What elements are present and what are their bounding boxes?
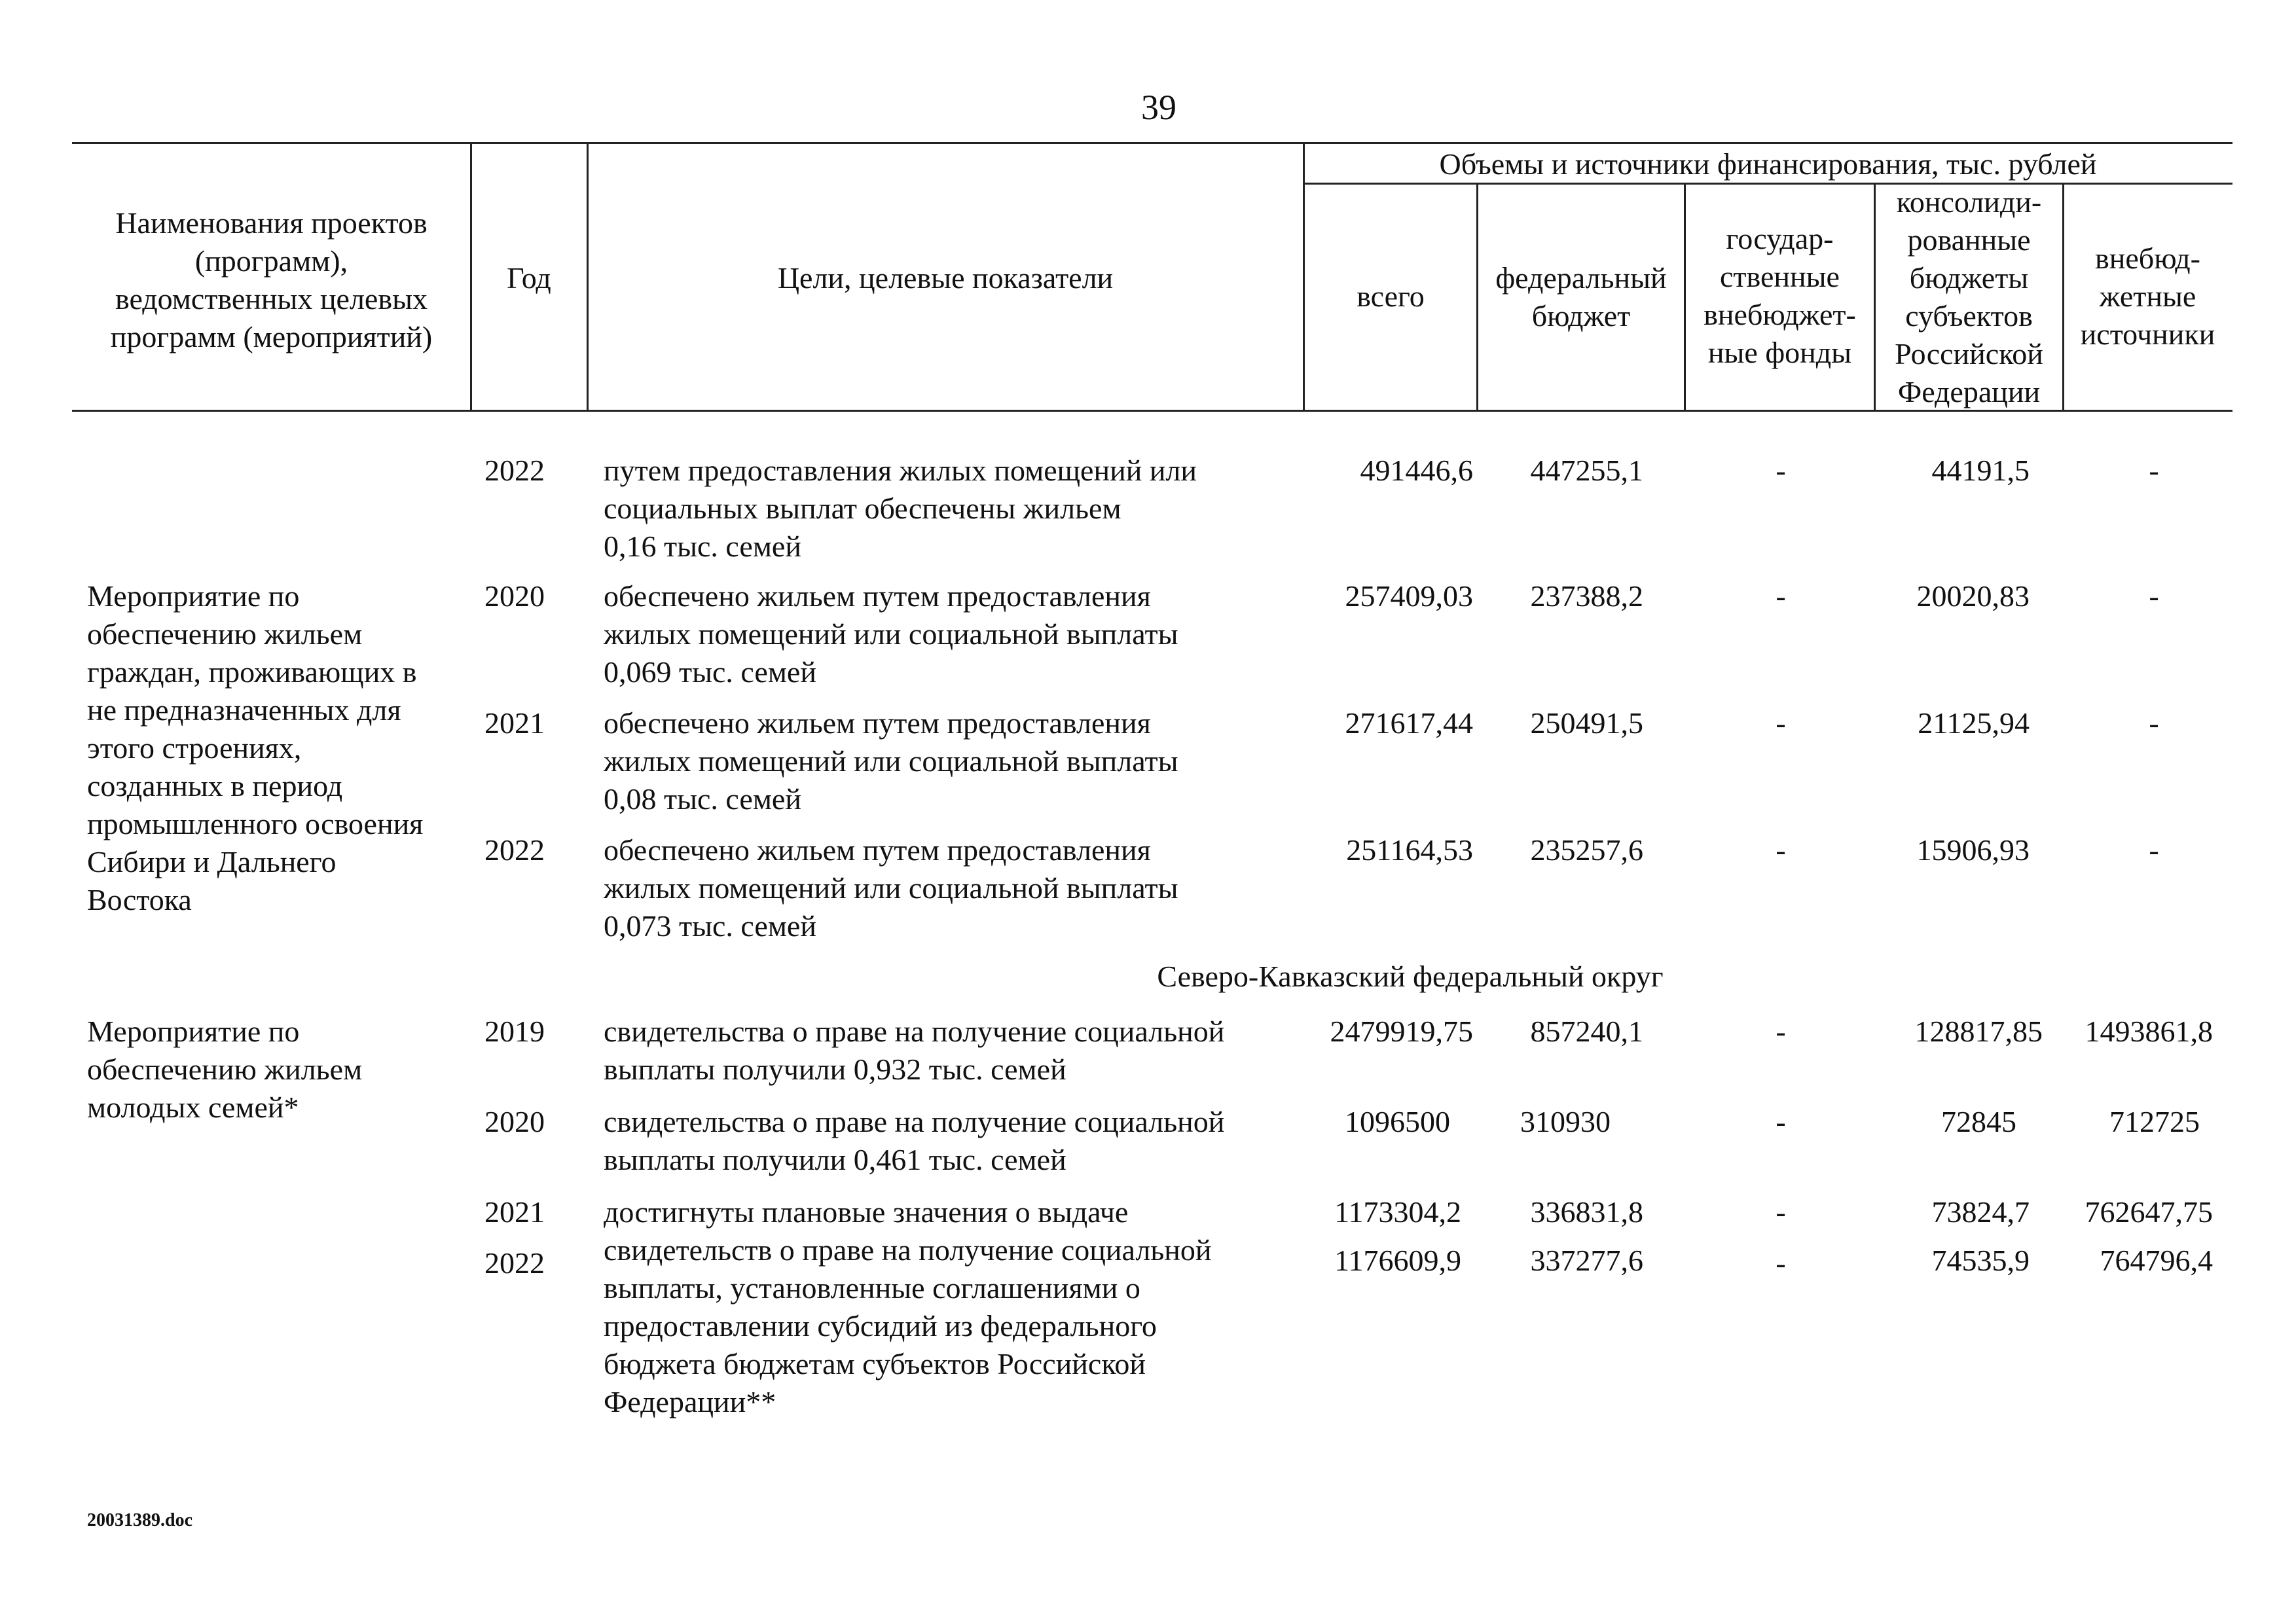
row-state: - bbox=[1776, 1105, 1786, 1138]
header-extra: внебюд- жетные источники bbox=[2080, 242, 2215, 351]
row-consolidated: 44191,5 bbox=[1931, 454, 2030, 487]
row-federal: 857240,1 bbox=[1530, 1015, 1643, 1048]
header-state-funds: государ- ственные внебюджет- ные фонды bbox=[1704, 222, 1856, 369]
row-state: - bbox=[1776, 1195, 1786, 1229]
row-consolidated: 21125,94 bbox=[1918, 706, 2030, 740]
row-year: 2022 bbox=[484, 454, 545, 487]
row-goal: обеспечено жильем путем предоставления жилых помещений или социальной выплаты 0,069 тыс. семей bbox=[604, 579, 1178, 689]
measure-young-families-name: Мероприятие по обеспечению жильем молодых семей* bbox=[87, 1015, 363, 1124]
row-extra: 764796,4 bbox=[2100, 1244, 2213, 1277]
document-footer: 20031389.doc bbox=[87, 1510, 192, 1530]
row-consolidated: 15906,93 bbox=[1916, 833, 2030, 867]
row-year: 2021 bbox=[484, 706, 545, 740]
header-year-col: Год bbox=[507, 261, 551, 295]
row-federal: 250491,5 bbox=[1530, 706, 1643, 740]
row-year: 2020 bbox=[484, 1105, 545, 1138]
row-total: 1173304,2 bbox=[1334, 1195, 1461, 1229]
row-extra: 762647,75 bbox=[2085, 1195, 2213, 1229]
row-year: 2019 bbox=[484, 1015, 545, 1048]
row-state: - bbox=[1776, 1246, 1786, 1280]
header-goals-col: Цели, целевые показатели bbox=[777, 261, 1114, 295]
row-total: 251164,53 bbox=[1346, 833, 1473, 867]
row-total: 257409,03 bbox=[1345, 579, 1473, 613]
row-federal: 310930 bbox=[1520, 1105, 1611, 1138]
row-extra: 1493861,8 bbox=[2085, 1015, 2213, 1048]
header-federal: федеральный бюджет bbox=[1495, 261, 1667, 333]
row-consolidated: 73824,7 bbox=[1931, 1195, 2030, 1229]
row-state: - bbox=[1776, 454, 1786, 487]
page-number: 39 bbox=[1141, 88, 1176, 127]
row-extra: - bbox=[2149, 454, 2159, 487]
section-north-caucasus: Северо-Кавказский федеральный округ bbox=[1157, 960, 1664, 993]
row-consolidated: 20020,83 bbox=[1916, 579, 2030, 613]
row-goal: свидетельства о праве на получение социальной выплаты получили 0,932 тыс. семей bbox=[604, 1015, 1225, 1086]
header-funding-group: Объемы и источники финансирования, тыс. рублей bbox=[1439, 147, 2097, 181]
row-extra: - bbox=[2149, 833, 2159, 867]
row-year: 2020 bbox=[484, 579, 545, 613]
row-goal: достигнуты плановые значения о выдаче bbox=[604, 1195, 1129, 1229]
row-state: - bbox=[1776, 1015, 1786, 1048]
row-federal: 336831,8 bbox=[1530, 1195, 1643, 1229]
row-total: 1176609,9 bbox=[1334, 1244, 1461, 1277]
row-total: 491446,6 bbox=[1360, 454, 1473, 487]
row-state: - bbox=[1776, 706, 1786, 740]
row-goal: обеспечено жильем путем предоставления жилых помещений или социальной выплаты 0,08 тыс. семей bbox=[604, 706, 1178, 816]
row-goal: свидетельства о праве на получение социальной выплаты получили 0,461 тыс. семей bbox=[604, 1105, 1225, 1176]
row-federal: 235257,6 bbox=[1530, 833, 1643, 867]
header-consolidated: консолиди- рованные бюджеты субъектов Российской Федерации bbox=[1895, 185, 2043, 408]
row-goal: свидетельств о праве на получение социальной выплаты, установленные соглашениями о предоставлении субсидий из федерального бюджета бюджетам субъектов Российской Федерации** bbox=[604, 1233, 1212, 1418]
row-year: 2022 bbox=[484, 1246, 545, 1280]
row-consolidated: 74535,9 bbox=[1931, 1244, 2030, 1277]
row-total: 2479919,75 bbox=[1330, 1015, 1473, 1048]
row-goal: путем предоставления жилых помещений или социальных выплат обеспечены жильем 0,16 тыс. семей bbox=[604, 454, 1197, 563]
row-state: - bbox=[1776, 579, 1786, 613]
row-extra: - bbox=[2149, 579, 2159, 613]
row-federal: 237388,2 bbox=[1530, 579, 1643, 613]
table-top-rule bbox=[72, 142, 2232, 144]
row-total: 271617,44 bbox=[1345, 706, 1473, 740]
row-federal: 447255,1 bbox=[1530, 454, 1643, 487]
row-state: - bbox=[1776, 833, 1786, 867]
row-consolidated: 128817,85 bbox=[1914, 1015, 2043, 1048]
row-goal: обеспечено жильем путем предоставления жилых помещений или социальной выплаты 0,073 тыс. семей bbox=[604, 833, 1178, 943]
row-extra: 712725 bbox=[2109, 1105, 2200, 1138]
measure-siberia-name: Мероприятие по обеспечению жильем граждан, проживающих в не предназначенных для этого строениях, созданных в период промышленного освоения Сибири и Дальнего Востока bbox=[87, 579, 424, 916]
header-name-col: Наименования проектов (программ), ведомственных целевых программ (мероприятий) bbox=[110, 206, 433, 353]
row-federal: 337277,6 bbox=[1530, 1244, 1643, 1277]
row-year: 2021 bbox=[484, 1195, 545, 1229]
row-total: 1096500 bbox=[1345, 1105, 1450, 1138]
row-consolidated: 72845 bbox=[1941, 1105, 2016, 1138]
row-extra: - bbox=[2149, 706, 2159, 740]
row-year: 2022 bbox=[484, 833, 545, 867]
header-total: всего bbox=[1357, 280, 1425, 313]
